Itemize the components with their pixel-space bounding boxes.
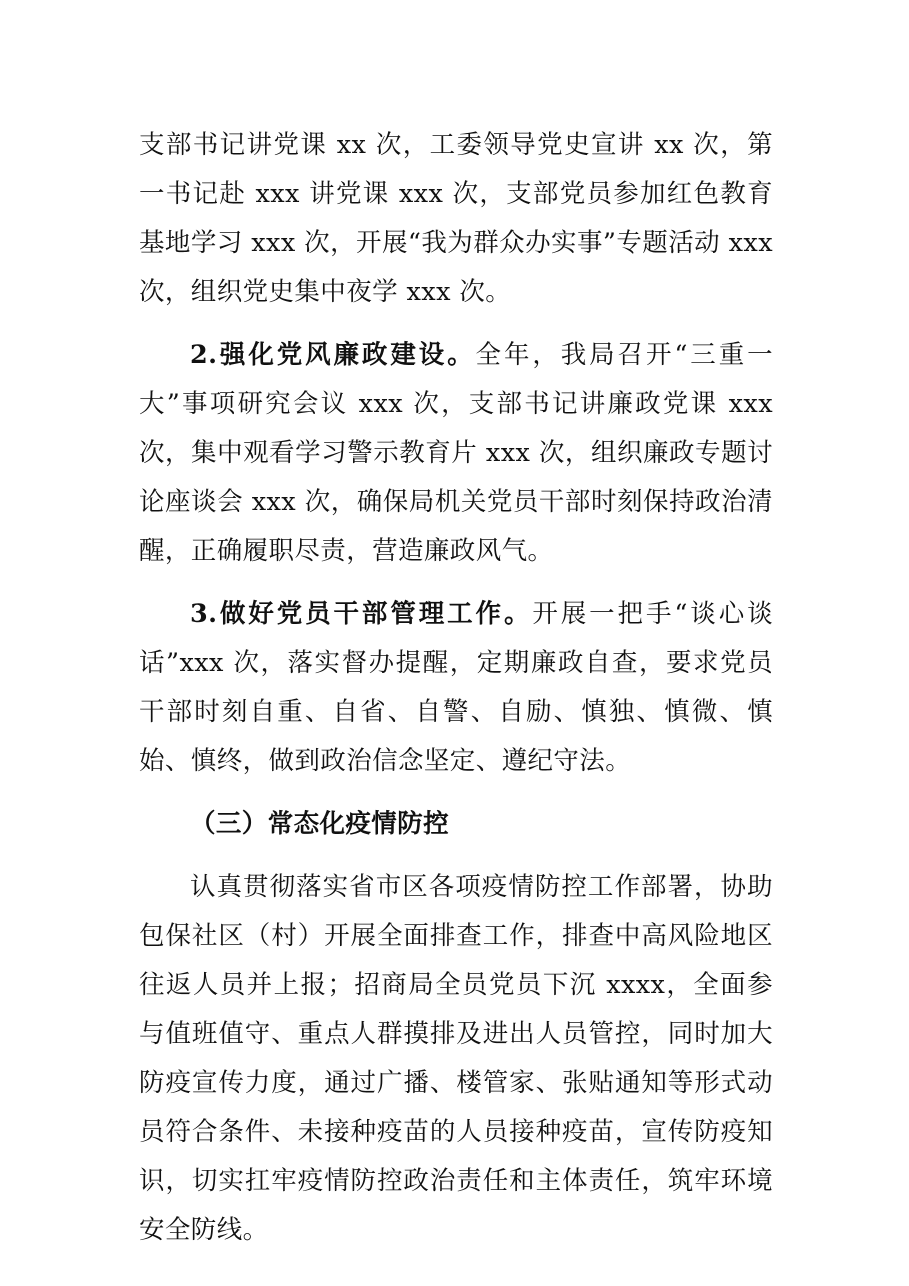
paragraph-anti-corruption	[139, 331, 773, 576]
paragraph-text: 认真贯彻落实省市区各项疫情防控工作部署，协助包保社区（村）开展全面排查工作，排查中高风险地区往返人员并上报；招商局全员党员下沉 xxxx，全面参与值班值守、重点人群摸排及进出人员管控，同时加大防疫宣传力度，通过广播、楼管家、张贴通知等形式动员符合条件、未接种疫苗的人员接种疫苗，宣传防疫知识，切实扛牢疫情防控政治责任和主体责任，筑牢环境安全防线。	[139, 872, 773, 1245]
section-heading-epidemic-control: （三）常态化疫情防控	[190, 809, 450, 839]
paragraph-party-history-stats	[139, 121, 773, 317]
document-body	[139, 121, 773, 1269]
paragraph-cadre-management	[139, 590, 773, 786]
paragraph-lead-heading: 2.强化党风廉政建设。	[190, 340, 476, 370]
paragraph-text: 开展一把手“谈心谈话”xxx 次，落实督办提醒，定期廉政自查，要求党员干部时刻自重、自省、自警、自励、慎独、慎微、慎始、慎终，做到政治信念坚定、遵纪守法。	[139, 599, 773, 776]
paragraph-text: 支部书记讲党课 xx 次，工委领导党史宣讲 xx 次，第一书记赴 xxx 讲党课 xxx 次，支部党员参加红色教育基地学习 xxx 次，开展“我为群众办实事”专题活动 xxx 次，组织党史集中夜学 xxx 次。	[139, 130, 773, 307]
paragraph-text: 全年，我局召开“三重一大”事项研究会议 xxx 次，支部书记讲廉政党课 xxx 次，集中观看学习警示教育片 xxx 次，组织廉政专题讨论座谈会 xxx 次，确保局机关党员干部时刻保持政治清醒，正确履职尽责，营造廉政风气。	[139, 340, 773, 566]
paragraph-lead-heading: 3.做好党员干部管理工作。	[190, 599, 533, 629]
paragraph-epidemic-control	[139, 863, 773, 1255]
